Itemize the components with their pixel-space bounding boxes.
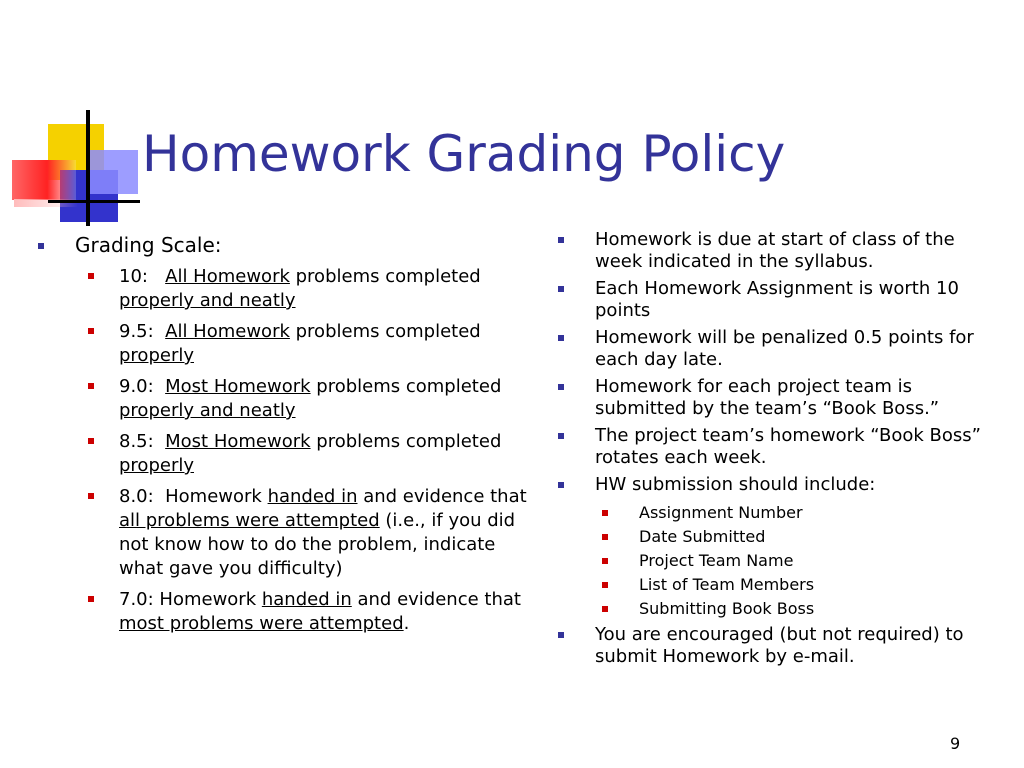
slide-title: Homework Grading Policy [142,125,786,183]
underlined-term: Most Homework [165,431,311,452]
underlined-term: properly and neatly [119,290,296,311]
underlined-term: Most Homework [165,376,311,397]
subitem-text: Date Submitted [639,527,766,546]
underlined-term: handed in [267,486,358,507]
bullet-square-icon [558,632,564,638]
grade-text: problems completed [310,431,502,452]
grade-label: 9.0: [119,376,166,397]
policy-item [558,624,998,668]
grading-scale-heading: Grading Scale: [75,233,222,257]
bullet-square-icon [558,237,564,243]
bullet-square-icon [602,606,608,612]
grade-label: 8.0: Homework [119,486,268,507]
policy-item [558,278,998,322]
policy-item-text: You are encouraged (but not required) to submit Homework by e-mail. [595,624,964,667]
bullet-square-icon [558,384,564,390]
subitem-text: Submitting Book Boss [639,599,815,618]
bullet-square-icon [88,383,94,389]
bullet-square-icon [38,243,44,249]
bullet-square-icon [602,534,608,540]
bullet-square-icon [558,433,564,439]
policy-item [558,229,998,273]
policy-item-text: HW submission should include: [595,474,876,495]
grade-item [88,430,538,478]
underlined-term: all problems were attempted [119,510,380,531]
grade-item [88,588,538,636]
grade-label: 10: [119,266,166,287]
decor-light-blue-square [86,150,138,194]
policy-item-text: The project team’s homework “Book Boss” rotates each week. [595,425,981,468]
underlined-term: properly [119,345,194,366]
grade-text: problems completed [289,266,481,287]
underlined-term: All Homework [165,321,290,342]
decor-vertical-line [86,110,90,226]
bullet-square-icon [602,582,608,588]
policy-column [558,229,998,673]
grade-item-text [119,588,538,636]
grade-text: and evidence that [357,486,527,507]
bullet-square-icon [602,558,608,564]
grade-item [88,485,538,581]
grade-label: 9.5: [119,321,166,342]
policy-item-text: Each Homework Assignment is worth 10 points [595,278,959,321]
underlined-term: handed in [261,589,352,610]
grading-scale-column [38,233,538,643]
grade-text: problems completed [310,376,502,397]
decor-red-square [12,160,76,200]
grade-item-text [119,430,538,478]
grade-text: . [403,613,410,634]
policy-item [558,474,998,496]
grade-item [88,265,538,313]
grade-item-text [119,375,538,423]
grade-item-text [119,265,538,313]
underlined-term: All Homework [165,266,290,287]
bullet-square-icon [88,596,94,602]
grade-text: problems completed [289,321,481,342]
subitem-text: Project Team Name [639,551,794,570]
submission-subitem [602,525,998,549]
bullet-square-icon [88,493,94,499]
policy-item-text: Homework will be penalized 0.5 points for each day late. [595,327,974,370]
grade-text: (i.e., if you did not know how to do the problem, indicate what gave you difficulty) [119,510,516,579]
underlined-term: most problems were attempted [119,613,404,634]
underlined-term: properly [119,455,194,476]
grade-label: 8.5: [119,431,166,452]
policy-item-text: Homework for each project team is submitted by the team’s “Book Boss.” [595,376,940,419]
grade-item [88,320,538,368]
grade-item-text [119,320,538,368]
bullet-square-icon [558,335,564,341]
submission-subitem [602,549,998,573]
grade-item-text [119,485,538,581]
bullet-square-icon [88,273,94,279]
policy-item [558,425,998,469]
bullet-square-icon [558,482,564,488]
bullet-square-icon [558,286,564,292]
grade-label: 7.0: Homework [119,589,262,610]
subitem-text: Assignment Number [639,503,803,522]
grade-text: and evidence that [351,589,521,610]
grade-item [88,375,538,423]
bullet-square-icon [88,438,94,444]
subitem-text: List of Team Members [639,575,815,594]
submission-subitem [602,573,998,597]
submission-subitem [602,501,998,525]
policy-item-text: Homework is due at start of class of the week indicated in the syllabus. [595,229,955,272]
decor-horizontal-line [48,200,140,203]
submission-subitem [602,597,998,621]
policy-item [558,327,998,371]
bullet-grading-scale [38,233,538,257]
bullet-square-icon [602,510,608,516]
policy-item [558,376,998,420]
bullet-square-icon [88,328,94,334]
underlined-term: properly and neatly [119,400,296,421]
page-number: 9 [950,734,961,753]
submission-sublist [558,501,998,621]
